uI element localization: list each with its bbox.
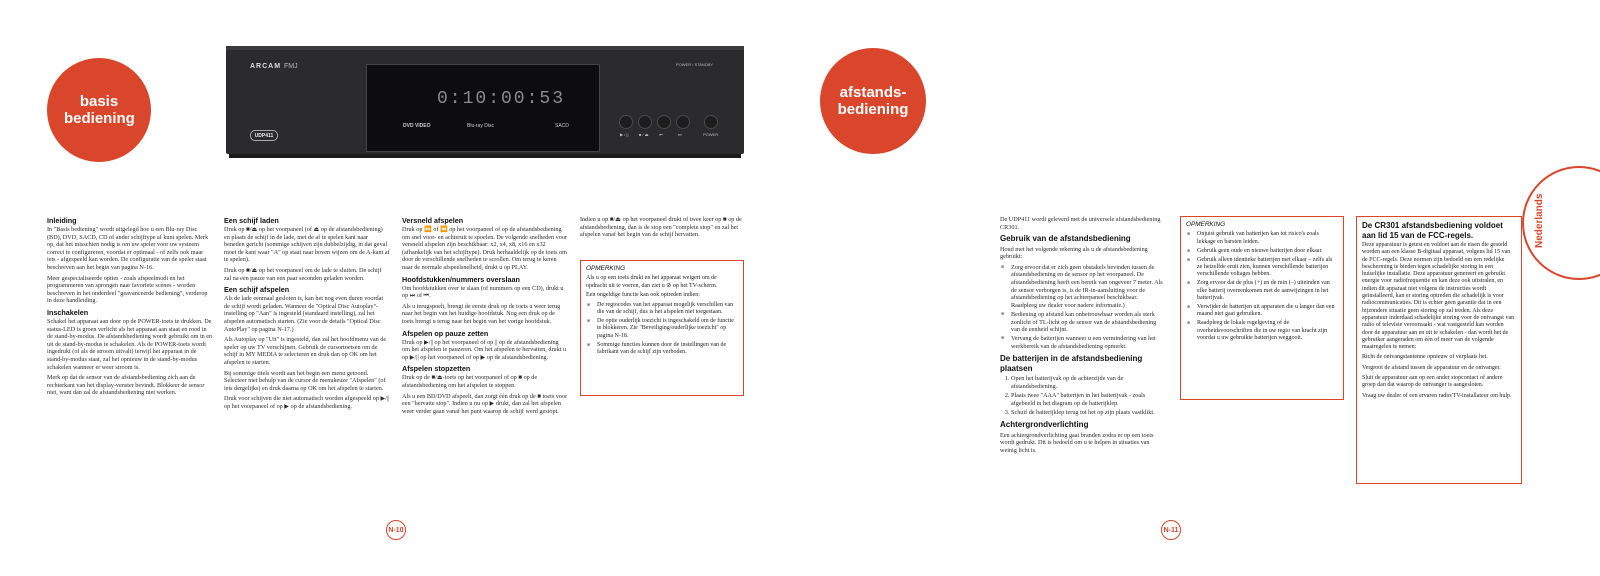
paragraph: Druk op ▶/|| op het voorpaneel of op || op de afstandsbediening om het afspelen te pauzeren. Om het afspelen te hervatten, drukt u op ▶/|| op het voorpaneel of op ▶ op de afstandsbediening. [402,338,567,361]
list-item: ■ Zorg ervoor dat de plus (+) en de min (–) uiteinden van elke batterij overeenkomen met de aanwijzingen in het batterijvak. [1197,280,1338,302]
paragraph: Druk op ■/⏏ op het voorpaneel (of ⏏ op de afstandsbediening) en plaats de schijf in de lade, met de af te spelen kant naar beneden gericht (sommige schijven zijn dubbelzijdig, in dat geval moet de kant waar "A" op staat naar boven wijzen om de A-kant af te spelen). [224,226,390,264]
paragraph: Druk op ⏩ of ⏪ op het voorpaneel of op de afstandsbediening om snel voor- en achteruit te spoelen. De volgende snelheden voor versneld afspelen zijn beschikbaar: x2, x4, x8, x16 en x32 (afhankelijk van het schijftype). Druk herhaaldelijk op de toets om door de verschillende snelheden te scrollen. Om terug te keren naar de normale afspeelsnelheid, drukt u op PLAY. [402,226,567,271]
paragraph: Vraag uw dealer of een ervaren radio/TV-installateur om hulp. [1362,392,1512,399]
column-3 [402,214,568,418]
note-reasons: Een ongeldige functie kan ook optreden indien: [586,292,700,299]
heading-inleiding: Inleiding [47,216,77,225]
paragraph: Bij sommige titels wordt aan het begin een menu getoond. Selecteer met behulp van de cursor de menukeuze "Afspelen" (of iets dergelijks) en druk daarna op OK om het afspelen te starten. [224,369,386,392]
paragraph: Schakel het apparaat aan door op de POWER-toets te drukken. De status-LED is groen verlicht als het apparaat aan staat en rood in de stand-by-modus. De afstandsbediening wordt gebruikt om in en uit de stand-by-modus te schakelen. Als de POWER-toets wordt ingedrukt (of als de stroom uitvalt) terwijl het apparaat in de stand-by-modus staat, zal het opnieuw in de stand-by-modus schakelen wanneer er weer stroom is. [47,317,213,371]
heading-batterijen: De batterijen in de afstandsbediening plaatsen [1000,354,1143,373]
section-badge-label: basis bediening [64,93,135,127]
btn-label-next: ⏭ [678,132,682,137]
paragraph: Sluit de apparatuur aan op een ander stopcontact of andere groep dan dat waarop de ontvanger is aangesloten. [1362,375,1503,389]
list-item: ■ Bediening op afstand kan onbetrouwbaar worden als sterk zonlicht of TL-licht op de sensor van de afstandsbediening van de eenheid schijnt. [1011,311,1164,334]
play-pause-button [619,115,633,129]
paragraph: Houd met het volgende rekening als u de afstandsbediening gebruikt: [1000,245,1148,261]
power-button [704,115,718,129]
list-item: ■ Gebruik geen oude en nieuwe batterijen door elkaar. [1197,248,1338,255]
previous-button [657,115,671,129]
list-item: 2. Plaats twee "AAA" batterijen in het batterijvak - zoals afgebeeld in het diagram op de batterijklep. [1011,392,1164,407]
paragraph: Indien u op ■/⏏ op het voorpaneel drukt of twee keer op ■ op de afstandsbediening, dan is de stop een "complete stop" en zal het afspelen vanaf het begin van de schijf hervatten. [580,216,742,239]
fcc-title: De CR301 afstandsbediening voldoet aan lid 15 van de FCC-regels. [1362,221,1503,240]
device-model-badge: UDP411 [250,130,278,141]
list-item: ■ Zorg ervoor dat er zich geen obstakels bevinden tussen de afstandsbediening en de sensor op het voorpaneel. De afstandsbediening heeft een bereik van ongeveer 7 meter. Als de sensor verborgen is, is de IR-in-aansluiting voor de afstandsbediening op het achterpaneel beschikbaar. Raadpleeg uw dealer voor nadere informatie.) [1011,264,1164,310]
paragraph: Meer gespecialiseerde opties - zoals afspeelmodi en het programmeren van sprongen naar favoriete scènes - worden beschreven in het onderdeel "geavanceerde bediening", verderop in deze handleiding. [47,274,208,305]
note-box-batterijen [1180,216,1344,400]
heading-schijf-laden: Een schijf laden [224,216,279,225]
time-display: 0:10:00:53 [437,89,566,109]
paragraph: Deze apparatuur is getest en voldoet aan de eisen die gesteld worden aan een klasse B-digitaal apparaat, volgens lid 15 van de FCC-regels. Deze normen zijn bedoeld om een redelijke bescherming te bieden tegen schadelijke storing in een huiselijke installatie. Deze apparatuur genereert en gebruikt energie voor radiofrequentie en kan deze ook uitstralen, en indien dit apparaat niet volgens de instructies wordt geïnstalleerd, kan er storing optreden die schadelijk is voor radiocommunicaties. Dit is echter geen garantie dat in een bijzondere situatie geen storing op zal treden. Als deze apparatuur inderdaad schadelijke storing voor de ontvangst van radio of televisie veroorzaakt - wat vastgesteld kan worden door de apparatuur aan en uit te schakelen - dan wordt het de gebruiker aangeraden om één of meer van de volgende maatregelen te nemen: [1362,242,1515,351]
heading-hoofdstukken: Hoofdstukken/nummers overslaan [402,274,520,284]
section-badge-basis-bediening [47,58,151,162]
paragraph: Druk op ■/⏏ op het voorpaneel om de lade te sluiten. De schijf zal na een pauze van een paar seconden geladen worden. [224,266,382,282]
paragraph: Als u een BD/DVD afspeelt, dan zorgt één druk op de ■ toets voor een "hervatte stop". Indien u nu op ▶ drukt, dan zal het afspelen weer verder gaan vanaf het punt waarop de schijf werd gestopt. [402,392,568,415]
paragraph: Merk op dat de sensor van de afstandsbediening zich aan de rechterkant van het display-venster bevindt. Blokkeer de sensor niet, want dan zal de afstandsbediening niet werken. [47,374,205,397]
heading-achtergrond: Achtergrondverlichting [1000,420,1089,430]
list-item: ■ De regiocodes van het apparaat mogelijk verschillen van die van de schijf, dus is het afspelen niet toegestaan. [597,302,738,317]
paragraph: Als de lade eenmaal gesloten is, kan het nog even duren voordat de schijf wordt geladen. Wanneer de "Optical Disc Autoplay"-instelling op "Aan" is ingesteld (standaard instelling), zal het afspelen automatisch starten. (Zie voor de details "Optical Disc AutoPlay" op pagina N-17.) [224,295,384,333]
heading-pauze: Afspelen op pauze zetten [402,328,489,338]
note-list [1186,231,1338,342]
section-badge-afstandsbediening [820,48,926,154]
note-box-opmerking [580,260,744,396]
batterij-steps [1000,375,1164,416]
heading-gebruik: Gebruik van de afstandsbediening [1000,234,1131,244]
logo-sacd: SACD [555,123,569,129]
btn-label-stop: ■ / ⏏ [639,132,649,137]
stop-eject-button [638,115,652,129]
page-number-right: N-11 [1161,520,1181,540]
btn-label-power: POWER [703,132,719,137]
note-title: OPMERKING [586,265,626,272]
paragraph: Om hoofdstukken over te slaan (of nummers op een CD), drukt u op ⏭ of ⏮. [402,284,564,300]
paragraph: In "Basis bediening" wordt uitgelegd hoe u een Blu-ray Disc (BD), DVD, SACD, CD of ander schijftype af kunt spelen. Merk op, dat het misschien nodig is om uw speler voor uw systeem correct te configureren, voordat er optimaal - of zelfs ook maar iets - afgespeeld kan worden. De configuratie van de speler staat beschreven aan het begin van pagina N-16. [47,226,209,271]
list-item: ■ Onjuist gebruik van batterijen kan tot risico's zoals lekkage en barsten leiden. [1197,231,1338,246]
btn-label-play: ▶ / || [620,132,629,137]
paragraph: Druk voor schijven die niet automatisch worden afgespeeld op ▶/|| op het voorpaneel of op ▶ op de afstandsbediening. [224,395,390,410]
heading-stoppen: Afspelen stopzetten [402,364,471,374]
list-item: ■ Verwijder de batterijen uit apparaten die u langer dan een maand niet gaat gebruiken. [1197,304,1338,319]
column-1 [47,214,213,400]
list-item: ■ Raadpleeg de lokale regelgeving of de overheidsvoorschriften die in uw regio van kracht zijn voordat u uw gebruikte batterijen weggooit. [1197,320,1338,342]
next-button [676,115,690,129]
paragraph: Als Autoplay op "Uit" is ingesteld, dan zal het hoofdmenu van de speler op uw TV verschijnen. Gebruik de cursortoetsen om de schijf in MY MEDIA te selecteren en druk dan op OK om het afspelen te starten. [224,336,387,366]
page-number-left: N-10 [386,520,406,540]
list-item: 1. Open het batterijvak op de achterzijde van de afstandsbediening. [1011,375,1164,390]
section-badge-label: afstands- bediening [837,84,909,118]
list-item: ■ De optie ouderlijk toezicht is ingeschakeld om de functie te blokkeren. Zie "Beveiliging/ouderlijke toezicht" op pagina N-18. [597,318,738,340]
paragraph: De UDP411 wordt geleverd met de universele afstandsbediening CR301. [1000,216,1161,231]
btn-label-prev: ⏮ [659,132,663,137]
heading-inschakelen: Inschakelen [47,307,89,317]
list-item: ■ Vervang de batterijen wanneer u een vermindering van het werkbereik van de afstandsbediening opmerkt. [1011,335,1164,350]
note-list [586,302,738,357]
note-title: OPMERKING [1186,221,1226,228]
logo-bluray: Blu-ray Disc [467,123,494,129]
logo-dvd: DVD VIDEO [403,123,431,129]
gebruik-list [1000,264,1164,351]
heading-versneld: Versneld afspelen [402,216,464,225]
device-brand: ARCAM [250,63,282,70]
blu-ray-player-image [226,46,744,154]
paragraph: Druk op de ■/⏏-toets op het voorpaneel of op ■ op de afstandsbediening om het afspelen te stoppen. [402,374,538,389]
column-2 [224,214,390,413]
heading-schijf-afspelen: Een schijf afspelen [224,285,290,295]
list-item: ■ Gebruik alleen identieke batterijen met elkaar – zelfs als ze hetzelfde eruit zien, kunnen verschillende batterijen verschillende voltages hebben. [1197,257,1338,279]
list-item: 3. Schuif de batterijklep terug tot het op zijn plaats vastklikt. [1011,409,1164,417]
paragraph: Richt de ontvangstantenne opnieuw of verplaats het. [1362,354,1488,361]
paragraph: Vergroot de afstand tussen de apparatuur en de ontvanger. [1362,364,1501,371]
paragraph: Een achtergrondverlichting gaat branden zodra er op een toets wordt gedrukt. Dit is bedoeld om u te helpen in situaties van weinig licht is. [1000,431,1154,455]
list-item: ■ Sommige functies kunnen door de instellingen van de fabrikant van de schijf zijn verboden. [597,342,738,357]
device-display [366,64,600,152]
device-series: FMJ [284,63,298,70]
right-column-1 [1000,216,1164,458]
fcc-box [1356,216,1522,484]
column-4 [580,216,746,242]
paragraph: Als u terugspoelt, brengt de eerste druk op de toets u weer terug naar het begin van het huidige hoofdstuk. Nog een druk op de toets brengt u terug naar het begin van het vorige hoofdstuk. [402,302,561,325]
power-standby-label: POWER / STANDBY [676,62,714,67]
language-tab-label: Nederlands [1534,193,1545,248]
note-intro: Als u op een toets drukt en het apparaat weigert om de opdracht uit te voeren, dan ziet u ⊘ op het TV-scherm. [586,275,718,289]
